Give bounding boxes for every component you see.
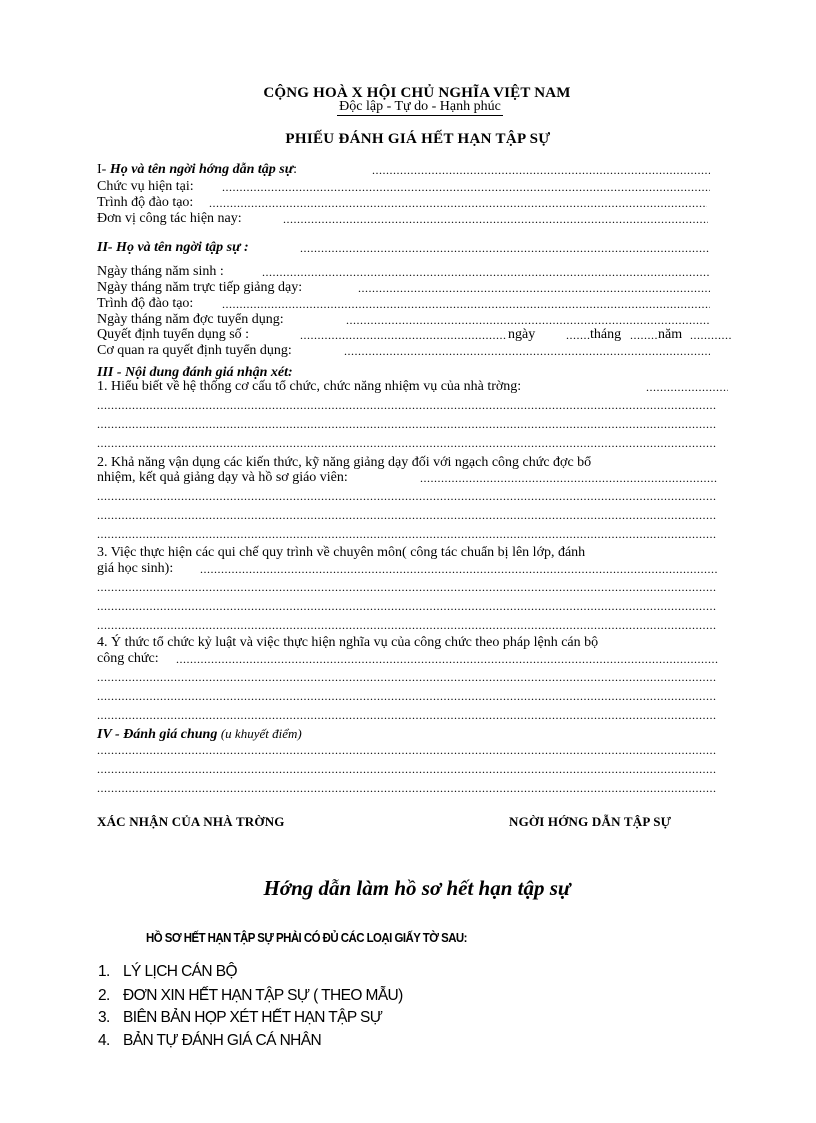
section3-heading: III - Nội dung đánh giá nhận xét: bbox=[97, 365, 293, 380]
fill-line[interactable] bbox=[344, 344, 710, 359]
evaluation-item-3: 3. Việc thực hiện các qui chế quy trình về chuyên môn( công tác chuẩn bị lên lớp, đánh bbox=[97, 545, 586, 560]
fill-line[interactable] bbox=[97, 436, 717, 451]
fill-line[interactable] bbox=[97, 489, 717, 504]
section1-prefix: I- bbox=[97, 162, 110, 177]
field-birthdate: Ngày tháng năm sinh : bbox=[97, 264, 224, 279]
list-item-number: 2. bbox=[98, 987, 110, 1004]
fill-line[interactable] bbox=[97, 580, 717, 595]
fill-line[interactable] bbox=[97, 708, 717, 723]
fill-line[interactable] bbox=[222, 297, 710, 312]
evaluation-item-2-cont: nhiệm, kết quả giảng dạy và hồ sơ giáo viên: bbox=[97, 470, 348, 485]
fill-line[interactable] bbox=[97, 689, 717, 704]
section4-note: (u khuyết điểm) bbox=[220, 726, 302, 741]
fill-line[interactable] bbox=[97, 743, 717, 758]
fill-line[interactable] bbox=[690, 328, 732, 343]
section4-heading: IV - Đánh giá chung bbox=[97, 727, 218, 742]
fill-line[interactable] bbox=[358, 281, 710, 296]
supervisor-signature-label: NGỜI HỚNG DẪN TẬP SỰ bbox=[509, 814, 672, 829]
fill-line[interactable] bbox=[262, 265, 710, 280]
fill-line[interactable] bbox=[97, 417, 717, 432]
field-issuing-agency: Cơ quan ra quyết định tuyển dụng: bbox=[97, 343, 292, 358]
fill-line[interactable] bbox=[420, 471, 718, 486]
fill-line[interactable] bbox=[97, 599, 717, 614]
section1-heading: Họ và tên ngời hớng dẫn tập sự bbox=[109, 162, 294, 177]
fill-line[interactable] bbox=[346, 313, 710, 328]
fill-line[interactable] bbox=[200, 562, 718, 577]
field-recruit-date: Ngày tháng năm đợc tuyển dụng: bbox=[97, 312, 284, 327]
evaluation-item-1: 1. Hiểu biết về hệ thống cơ cấu tổ chức, chức năng nhiệm vụ của nhà trờng: bbox=[97, 379, 522, 394]
form-title: PHIẾU ĐÁNH GIÁ HẾT HẠN TẬP SỰ bbox=[285, 131, 551, 147]
fill-line[interactable] bbox=[97, 527, 717, 542]
fill-line[interactable] bbox=[222, 180, 710, 195]
school-confirmation-label: XÁC NHẬN CỦA NHÀ TRỜNG bbox=[97, 814, 285, 829]
fill-line[interactable] bbox=[97, 618, 717, 633]
evaluation-item-4: 4. Ý thức tổ chức kỷ luật và việc thực hiện nghĩa vụ của công chức theo pháp lệnh cán bộ bbox=[97, 635, 599, 650]
country-name: CỘNG HOÀ X HỘI CHỦ NGHĨA VIỆT NAM bbox=[263, 85, 571, 101]
national-motto bbox=[0, 99, 816, 115]
field-teaching-date: Ngày tháng năm trực tiếp giảng dạy: bbox=[97, 280, 303, 295]
fill-line[interactable] bbox=[283, 212, 708, 227]
guide-title: Hớng dẫn làm hồ sơ hết hạn tập sự bbox=[263, 876, 571, 900]
field-decision-number: Quyết định tuyển dụng số : bbox=[97, 327, 250, 342]
fill-line[interactable] bbox=[566, 328, 590, 343]
section4-heading-row bbox=[97, 726, 302, 743]
fill-line[interactable] bbox=[372, 163, 710, 178]
list-item-text: LÝ LỊCH CÁN BỘ bbox=[123, 963, 237, 980]
list-item-text: BIÊN BẢN HỌP XÉT HẾT HẠN TẬP SỰ bbox=[123, 1009, 383, 1026]
fill-line[interactable] bbox=[176, 652, 718, 667]
fill-line[interactable] bbox=[300, 241, 710, 256]
section1-heading-row bbox=[97, 162, 297, 178]
section2-heading: II- Họ và tên ngời tập sự : bbox=[97, 240, 249, 255]
field-position: Chức vụ hiện tại: bbox=[97, 179, 194, 194]
date-day-label: ngày bbox=[508, 327, 536, 342]
fill-line[interactable] bbox=[646, 380, 728, 395]
date-year-label: năm bbox=[658, 327, 683, 342]
field-education-2: Trình độ đào tạo: bbox=[97, 296, 194, 311]
list-item-number: 1. bbox=[98, 963, 110, 980]
fill-line[interactable] bbox=[209, 196, 707, 211]
fill-line[interactable] bbox=[630, 328, 658, 343]
evaluation-item-4-cont: công chức: bbox=[97, 651, 159, 666]
list-item bbox=[98, 987, 403, 1005]
date-month-label: tháng bbox=[590, 327, 622, 342]
list-item-number: 3. bbox=[98, 1009, 110, 1026]
fill-line[interactable] bbox=[97, 781, 717, 796]
field-workplace: Đơn vị công tác hiện nay: bbox=[97, 211, 242, 226]
list-item-text: ĐƠN XIN HẾT HẠN TẬP SỰ ( THEO MẪU) bbox=[123, 987, 403, 1004]
list-item-text: BẢN TỰ ĐÁNH GIÁ CÁ NHÂN bbox=[123, 1032, 322, 1049]
fill-line[interactable] bbox=[300, 328, 506, 343]
fill-line[interactable] bbox=[97, 762, 717, 777]
evaluation-item-3-cont: giá học sinh): bbox=[97, 561, 174, 576]
field-education: Trình độ đào tạo: bbox=[97, 195, 194, 210]
list-item bbox=[98, 1009, 382, 1027]
motto-text: Độc lập - Tự do - Hạnh phúc bbox=[339, 99, 501, 114]
fill-line[interactable] bbox=[97, 508, 717, 523]
list-item bbox=[98, 963, 237, 981]
list-item-number: 4. bbox=[98, 1032, 110, 1049]
section1-colon: : bbox=[293, 162, 297, 177]
list-item bbox=[98, 1032, 321, 1050]
guide-subtitle: HỒ SƠ HẾT HẠN TẬP SỰ PHẢI CÓ ĐỦ CÁC LOẠI GIẤY TỜ SAU: bbox=[146, 930, 467, 945]
fill-line[interactable] bbox=[97, 398, 717, 413]
fill-line[interactable] bbox=[97, 670, 717, 685]
evaluation-item-2: 2. Khả năng vận dụng các kiến thức, kỹ năng giảng dạy đối với ngạch công chức đợc bổ bbox=[97, 455, 592, 470]
